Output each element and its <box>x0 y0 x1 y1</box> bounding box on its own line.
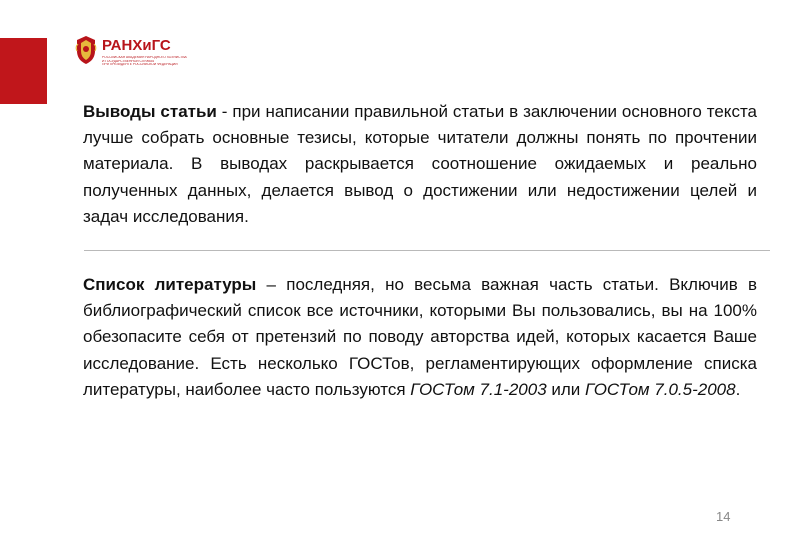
conclusions-term: Выводы статьи <box>83 102 217 121</box>
conclusions-paragraph <box>83 99 757 230</box>
references-text: – последняя, но весьма важная часть статьи. Включив в библиографический список все источники, которыми Вы пользовались, вы на 100% обезопасите себя от претензий по поводу авторства идей, которых касается Ваше исследование. Есть несколько ГОСТов, регламентирующих оформление списка литературы, наиболее часто пользуются <box>83 275 757 399</box>
conclusions-text: - при написании правильной статьи в заключении основного текста лучше собрать основные тезисы, которые читатели должны понять по прочтении материала. В выводах раскрывается соотношение ожидаемых и реально полученных данных, делается вывод о достижении или недостижении целей и задач исследования. <box>83 102 757 226</box>
page-number: 14 <box>716 509 731 524</box>
logo-subtitle: РОССИЙСКАЯ АКАДЕМИЯ НАРОДНОГО ХОЗЯЙСТВА И ГОСУДАРСТВЕННОЙ СЛУЖБЫ ПРИ ПРЕЗИДЕНТЕ РОССИЙСКОЙ ФЕДЕРАЦИИ <box>102 56 187 67</box>
logo-name: РАНХиГС <box>102 37 171 54</box>
ranepa-logo <box>74 35 187 69</box>
references-connector: или <box>546 379 586 399</box>
section-divider <box>84 250 770 251</box>
references-term: Список литературы <box>83 275 257 294</box>
gost-reference-1: ГОСТом 7.1-2003 <box>410 379 547 399</box>
emblem-icon <box>74 35 98 65</box>
accent-bar <box>0 38 47 104</box>
gost-reference-2: ГОСТом 7.0.5-2008 <box>585 379 736 399</box>
references-paragraph <box>83 272 757 403</box>
references-end: . <box>735 379 741 399</box>
